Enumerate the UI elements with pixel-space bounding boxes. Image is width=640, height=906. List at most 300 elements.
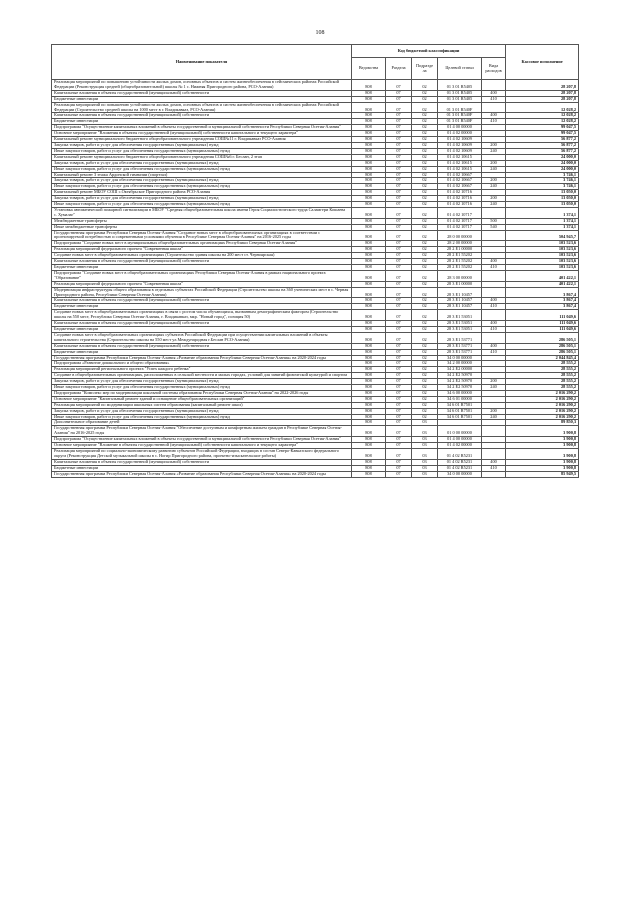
row-cst: 28 3 E1 53051 — [438, 326, 482, 332]
row-podr: 03 — [412, 420, 438, 426]
row-name: Подпрограмма "Осуществление капитальных вложений в объекты государственной и муниципальной собственности Республики Северная Осетия-Алания" — [52, 437, 352, 443]
row-sum: 28 555,2 — [506, 367, 579, 373]
row-podr: 03 — [412, 465, 438, 471]
row-ved: 808 — [352, 471, 386, 477]
row-vr: 410 — [482, 304, 506, 310]
row-podr: 03 — [412, 471, 438, 477]
row-cst: 34 6 01 00000 — [438, 396, 482, 402]
row-name: Модернизация инфраструктуры общего образования в отдельных субъектах Российской Федерации (Строительство школы на 360 ученических мест в с. Черная Пригородного района, Республики Северная Осетия-Алания) — [52, 287, 352, 298]
row-cst: 01 4 02 10615 — [438, 154, 482, 160]
row-podr: 02 — [412, 355, 438, 361]
row-sum: 2 016 290,2 — [506, 408, 579, 414]
row-ved: 808 — [352, 426, 386, 437]
row-ved: 808 — [352, 142, 386, 148]
row-name: Капитальные вложения в объекты государственной (муниципальной) собственности — [52, 259, 352, 265]
table-row — [52, 102, 579, 113]
row-cst: 34 2 00 00000 — [438, 361, 482, 367]
row-cst: 28 2 E1 55202 — [438, 265, 482, 271]
row-cst: 01 4 02 10717 — [438, 218, 482, 224]
row-sum: 401 422,1 — [506, 281, 579, 287]
row-razd: 07 — [386, 443, 412, 449]
row-name: Реализация мероприятий федерального проекта "Современная школа" — [52, 281, 352, 287]
row-vr — [482, 426, 506, 437]
row-razd: 07 — [386, 102, 412, 113]
row-sum: 99 047,5 — [506, 131, 579, 137]
row-ved: 808 — [352, 385, 386, 391]
row-podr: 02 — [412, 332, 438, 343]
row-razd: 07 — [386, 190, 412, 196]
row-razd: 07 — [386, 96, 412, 102]
row-ved: 808 — [352, 402, 386, 408]
row-name: Капитальные вложения в объекты государственной (муниципальной) собственности — [52, 113, 352, 119]
row-podr: 02 — [412, 270, 438, 281]
row-sum: 286 505,1 — [506, 349, 579, 355]
row-sum: 28 207,8 — [506, 90, 579, 96]
row-ved: 808 — [352, 196, 386, 202]
row-cst: 28 0 00 00000 — [438, 230, 482, 241]
row-name: Реализация мероприятий по повышению устойчивости жилых домов, основных объектов и систем жизнеобеспечения в сейсмических районах Российской Федерации (Реконструкция средней (общеобразовательной) школы № 1 с. Нижняя Пригородного района, РСО-Алания) — [52, 80, 352, 91]
row-cst: 01 4 02 10717 — [438, 224, 482, 230]
row-name: Реализация мероприятий федерального проекта "Современная школа" — [52, 247, 352, 253]
row-ved: 808 — [352, 396, 386, 402]
row-name: Подпрограмма "Осуществление капитальных вложений в объекты государственной и муниципальной собственности Республики Северная Осетия-Алания" — [52, 125, 352, 131]
row-name: Подпрограмма «Развитие дошкольного и общего образования» — [52, 361, 352, 367]
row-cst: 28 3 E1 10457 — [438, 287, 482, 298]
table-row — [52, 332, 579, 343]
row-cst: 34 6 01 R7501 — [438, 402, 482, 408]
row-vr: 240 — [482, 148, 506, 154]
row-ved: 808 — [352, 218, 386, 224]
row-vr — [482, 270, 506, 281]
row-name: Капитальный ремонт муниципального бюджетного общеобразовательного учреждения СОШ№6 г. Беслан, 2 этап — [52, 154, 352, 160]
row-cst: 01 4 02 00000 — [438, 443, 482, 449]
row-vr: 540 — [482, 224, 506, 230]
row-cst: 01 4 02 10716 — [438, 196, 482, 202]
table-row — [52, 471, 579, 477]
row-ved: 808 — [352, 131, 386, 137]
row-cst: 01 3 01 R5405 — [438, 80, 482, 91]
table-row — [52, 426, 579, 437]
row-cst: 01 4 02 R5231 — [438, 465, 482, 471]
row-vr — [482, 80, 506, 91]
row-ved: 808 — [352, 281, 386, 287]
row-ved: 808 — [352, 332, 386, 343]
row-name: Реализация мероприятий по повышению устойчивости жилых домов, основных объектов и систем жизнеобеспечения в сейсмических районах Российской Федерации (Строительство средней школы на 1000 мест в г. Владикавказ, РСО-Алания) — [52, 102, 352, 113]
row-name: Государственная программа Республики Северная Осетия-Алания "Создание новых мест в общеобразовательных организациях в соответствии с прогнозируемой потребностью и современными условиями обучения в Республике Северная Осетия-Алания" на 2016-2025 годы — [52, 230, 352, 241]
row-name: Иные закупки товаров, работ и услуг для обеспечения государственных (муниципальных) нужд — [52, 414, 352, 420]
row-cst: 01 4 02 10609 — [438, 142, 482, 148]
row-vr: 240 — [482, 184, 506, 190]
row-name: Закупка товаров, работ и услуг для обеспечения государственных (муниципальных) нужд — [52, 142, 352, 148]
header-col-razd: Раздела — [386, 58, 412, 80]
row-sum: 3 900,8 — [506, 426, 579, 437]
row-ved: 808 — [352, 379, 386, 385]
row-podr: 02 — [412, 90, 438, 96]
row-cst: 28 3 E1 53051 — [438, 321, 482, 327]
row-vr: 400 — [482, 343, 506, 349]
row-podr: 02 — [412, 379, 438, 385]
row-sum: 1 374,1 — [506, 224, 579, 230]
row-razd: 07 — [386, 390, 412, 396]
row-podr: 02 — [412, 102, 438, 113]
row-razd: 07 — [386, 207, 412, 218]
row-sum: 28 207,8 — [506, 96, 579, 102]
row-razd: 07 — [386, 184, 412, 190]
row-razd: 07 — [386, 373, 412, 379]
row-podr: 02 — [412, 207, 438, 218]
row-cst: 01 3 01 R5405 — [438, 90, 482, 96]
row-name: Создание новых мест в общеобразовательных организациях субъектов Российской Федерации при осуществлении капитальных вложений в объекты капитального строительства (Строительство школы на 550 мест ул.Международная г.Беслан РСО-Алания) — [52, 332, 352, 343]
row-name: Иные межбюджетные трансферты — [52, 224, 352, 230]
row-sum: 24 000,0 — [506, 160, 579, 166]
row-cst: 01 4 02 R5231 — [438, 459, 482, 465]
row-cst: 01 4 02 10716 — [438, 202, 482, 208]
row-cst: 28 2 00 00000 — [438, 241, 482, 247]
table-row — [52, 80, 579, 91]
row-podr: 03 — [412, 426, 438, 437]
row-ved: 808 — [352, 125, 386, 131]
table-row — [52, 207, 579, 218]
row-vr: 240 — [482, 202, 506, 208]
row-ved: 808 — [352, 241, 386, 247]
row-sum: 12 028,2 — [506, 113, 579, 119]
row-ved: 808 — [352, 247, 386, 253]
row-cst: 01 4 02 10667 — [438, 172, 482, 178]
row-cst: 34 6 01 R7501 — [438, 414, 482, 420]
row-name: Бюджетные инвестиции — [52, 465, 352, 471]
row-vr: 200 — [482, 160, 506, 166]
row-cst: 34 0 00 00000 — [438, 355, 482, 361]
row-podr: 02 — [412, 304, 438, 310]
row-sum: 2 044 845,4 — [506, 355, 579, 361]
row-razd: 07 — [386, 402, 412, 408]
row-razd: 07 — [386, 298, 412, 304]
row-cst: 34 0 00 00000 — [438, 471, 482, 477]
row-cst: 01 4 02 10615 — [438, 166, 482, 172]
row-cst: 34 2 E2 50970 — [438, 373, 482, 379]
row-razd: 07 — [386, 142, 412, 148]
row-vr — [482, 230, 506, 241]
row-razd: 07 — [386, 148, 412, 154]
row-name: Капитальный ремонт 3 этажа Ардонской гимназии (спортзал) — [52, 172, 352, 178]
page-number: 108 — [315, 30, 325, 36]
row-ved: 808 — [352, 96, 386, 102]
row-podr: 02 — [412, 259, 438, 265]
table-row — [52, 270, 579, 281]
row-name: Государственная программа Республики Северная Осетия-Алания «Развитие образования Республики Северная Осетия-Алания» на 2020-2024 годы — [52, 355, 352, 361]
row-razd: 07 — [386, 178, 412, 184]
row-name: Создание в общеобразовательных организациях, расположенных в сельской местности и малых городах, условий для занятий физической культурой и спортом — [52, 373, 352, 379]
row-name: Подпрограмма "Создание новых мест в общеобразовательных организациях Республики Северная Осетия-Алания в рамках национального проекта "Образование" — [52, 270, 352, 281]
row-ved: 808 — [352, 310, 386, 321]
row-ved: 808 — [352, 259, 386, 265]
row-sum: 504 945,7 — [506, 230, 579, 241]
row-sum: 12 028,2 — [506, 102, 579, 113]
row-ved: 808 — [352, 373, 386, 379]
row-name: Создание новых мест в общеобразовательных организациях в связи с ростом числа обучающихся, вызванным демографическим фактором (Строительство школы на 550 мест, Республика Северная Осетия-Алания, г. Владикавказ, мкр. "Новый город", позиция 50) — [52, 310, 352, 321]
table-row — [52, 449, 579, 460]
row-ved: 808 — [352, 154, 386, 160]
row-ved: 808 — [352, 355, 386, 361]
row-name: Основное мероприятие "Вложение в объекты государственной (муниципальной) собственности капитального и текущего характера" — [52, 443, 352, 449]
row-podr: 02 — [412, 137, 438, 143]
row-ved: 808 — [352, 343, 386, 349]
row-razd: 07 — [386, 426, 412, 437]
row-vr: 200 — [482, 408, 506, 414]
row-podr: 02 — [412, 131, 438, 137]
row-razd: 07 — [386, 218, 412, 224]
row-vr: 400 — [482, 259, 506, 265]
row-cst: 01 3 01 R540F — [438, 102, 482, 113]
row-name: Капитальный ремонт муниципального бюджетного общеобразовательного учреждения СОШ№11 г. Владикавказ РСО-Алания — [52, 137, 352, 143]
row-sum: 28 555,2 — [506, 361, 579, 367]
row-vr — [482, 310, 506, 321]
row-sum: 3 746,1 — [506, 172, 579, 178]
row-razd: 07 — [386, 321, 412, 327]
header-name: Наименование показателя — [52, 45, 352, 80]
row-name: Бюджетные инвестиции — [52, 265, 352, 271]
row-sum: 2 016 290,2 — [506, 414, 579, 420]
table-row — [52, 310, 579, 321]
row-vr: 240 — [482, 166, 506, 172]
row-cst: 28 3 E1 53771 — [438, 349, 482, 355]
row-ved: 808 — [352, 184, 386, 190]
row-cst: 01 4 02 10609 — [438, 148, 482, 154]
row-sum: 111 049,6 — [506, 321, 579, 327]
row-podr: 02 — [412, 196, 438, 202]
row-name: Капитальный ремонт МБОУ СОШ с.Октябрьское Пригородного района РСО-Алания — [52, 190, 352, 196]
row-sum: 3 746,1 — [506, 184, 579, 190]
row-podr: 02 — [412, 241, 438, 247]
row-razd: 07 — [386, 355, 412, 361]
row-podr: 03 — [412, 437, 438, 443]
row-podr: 02 — [412, 298, 438, 304]
row-sum: 24 000,0 — [506, 154, 579, 160]
row-podr: 02 — [412, 154, 438, 160]
row-sum: 1 374,1 — [506, 218, 579, 224]
row-ved: 808 — [352, 465, 386, 471]
row-name: Капитальные вложения в объекты государственной (муниципальной) собственности — [52, 321, 352, 327]
row-name: Межбюджетные трансферты — [52, 218, 352, 224]
row-podr: 02 — [412, 166, 438, 172]
row-ved: 808 — [352, 367, 386, 373]
row-podr: 02 — [412, 184, 438, 190]
row-sum: 3 900,8 — [506, 437, 579, 443]
row-podr: 02 — [412, 390, 438, 396]
row-vr: 400 — [482, 113, 506, 119]
row-sum: 28 555,2 — [506, 385, 579, 391]
row-podr: 02 — [412, 281, 438, 287]
row-ved: 808 — [352, 119, 386, 125]
row-razd: 07 — [386, 420, 412, 426]
row-podr: 02 — [412, 247, 438, 253]
row-podr: 02 — [412, 265, 438, 271]
row-podr: 02 — [412, 224, 438, 230]
row-razd: 07 — [386, 172, 412, 178]
row-vr — [482, 449, 506, 460]
row-cst: 28 2 E1 55202 — [438, 259, 482, 265]
row-razd: 07 — [386, 281, 412, 287]
row-sum: 28 555,2 — [506, 379, 579, 385]
row-vr: 410 — [482, 119, 506, 125]
row-vr: 410 — [482, 349, 506, 355]
row-ved: 808 — [352, 437, 386, 443]
row-name: Закупка товаров, работ и услуг для обеспечения государственных (муниципальных) нужд — [52, 196, 352, 202]
row-sum: 3 900,8 — [506, 443, 579, 449]
row-cst: 01 0 00 00000 — [438, 426, 482, 437]
row-sum: 56 877,2 — [506, 142, 579, 148]
row-cst: 01 4 02 10615 — [438, 160, 482, 166]
row-cst: 28 3 E1 53771 — [438, 332, 482, 343]
row-cst: 01 4 00 00000 — [438, 125, 482, 131]
row-vr — [482, 102, 506, 113]
row-vr: 400 — [482, 459, 506, 465]
row-podr: 02 — [412, 349, 438, 355]
row-name: Основное мероприятие "Вложения в объекты государственной (муниципальной) собственности капитального и текущего характера" — [52, 131, 352, 137]
row-sum: 89 850,3 — [506, 420, 579, 426]
row-sum: 103 523,6 — [506, 253, 579, 259]
row-podr: 02 — [412, 287, 438, 298]
row-sum: 13 050,0 — [506, 196, 579, 202]
row-razd: 07 — [386, 332, 412, 343]
row-ved: 808 — [352, 253, 386, 259]
row-podr: 02 — [412, 190, 438, 196]
row-sum: 2 016 290,2 — [506, 396, 579, 402]
row-vr: 410 — [482, 265, 506, 271]
row-name: Иные закупки товаров, работ и услуг для обеспечения государственных (муниципальных) нужд — [52, 166, 352, 172]
row-sum: 111 049,6 — [506, 310, 579, 321]
row-ved: 808 — [352, 265, 386, 271]
row-razd: 07 — [386, 160, 412, 166]
row-ved: 808 — [352, 408, 386, 414]
row-podr: 02 — [412, 402, 438, 408]
row-podr: 02 — [412, 396, 438, 402]
row-ved: 808 — [352, 90, 386, 96]
row-podr: 02 — [412, 80, 438, 91]
row-sum: 286 505,1 — [506, 343, 579, 349]
row-razd: 07 — [386, 408, 412, 414]
row-name: Иные закупки товаров, работ и услуг для обеспечения государственных (муниципальных) нужд — [52, 148, 352, 154]
row-sum: 103 523,6 — [506, 259, 579, 265]
row-sum: 13 050,0 — [506, 190, 579, 196]
row-sum: 2 016 290,2 — [506, 390, 579, 396]
row-ved: 808 — [352, 390, 386, 396]
row-name: Дополнительное образование детей — [52, 420, 352, 426]
row-podr: 02 — [412, 230, 438, 241]
row-cst: 01 4 02 10609 — [438, 137, 482, 143]
row-ved: 808 — [352, 160, 386, 166]
row-razd: 07 — [386, 90, 412, 96]
row-podr: 02 — [412, 113, 438, 119]
row-razd: 07 — [386, 196, 412, 202]
row-name: Закупка товаров, работ и услуг для обеспечения государственных (муниципальных) нужд — [52, 379, 352, 385]
row-podr: 02 — [412, 343, 438, 349]
header-sum: Кассовое исполнение — [506, 45, 579, 80]
row-razd: 07 — [386, 113, 412, 119]
row-name: Закупка товаров, работ и услуг для обеспечения государственных (муниципальных) нужд — [52, 178, 352, 184]
row-ved: 808 — [352, 80, 386, 91]
row-razd: 07 — [386, 310, 412, 321]
row-ved: 808 — [352, 321, 386, 327]
row-ved: 808 — [352, 202, 386, 208]
row-podr: 02 — [412, 310, 438, 321]
row-ved: 808 — [352, 443, 386, 449]
row-ved: 808 — [352, 287, 386, 298]
row-razd: 07 — [386, 414, 412, 420]
row-razd: 07 — [386, 224, 412, 230]
row-razd: 07 — [386, 265, 412, 271]
row-vr: 500 — [482, 218, 506, 224]
row-podr: 02 — [412, 361, 438, 367]
row-sum: 3 867,4 — [506, 304, 579, 310]
row-podr: 02 — [412, 218, 438, 224]
row-name: Бюджетные инвестиции — [52, 119, 352, 125]
row-cst: 01 3 01 R5405 — [438, 96, 482, 102]
budget-table — [51, 44, 579, 478]
row-cst: 01 4 02 R5231 — [438, 449, 482, 460]
row-podr: 02 — [412, 119, 438, 125]
row-name: Бюджетные инвестиции — [52, 326, 352, 332]
row-cst: 28 3 E1 53771 — [438, 343, 482, 349]
row-name: Бюджетные инвестиции — [52, 349, 352, 355]
row-razd: 07 — [386, 259, 412, 265]
row-ved: 808 — [352, 270, 386, 281]
row-sum: 111 049,6 — [506, 326, 579, 332]
header-col-cst: Целевой статьи — [438, 58, 482, 80]
row-sum: 3 900,8 — [506, 465, 579, 471]
row-razd: 07 — [386, 125, 412, 131]
row-name: Капитальные вложения в объекты государственной (муниципальной) собственности — [52, 298, 352, 304]
row-podr: 02 — [412, 414, 438, 420]
row-ved: 808 — [352, 298, 386, 304]
row-razd: 07 — [386, 247, 412, 253]
row-name: Капитальные вложения в объекты государственной (муниципальной) собственности — [52, 90, 352, 96]
header-col-podr: Подразде ла — [412, 58, 438, 80]
row-razd: 07 — [386, 241, 412, 247]
row-razd: 07 — [386, 253, 412, 259]
row-vr: 200 — [482, 379, 506, 385]
row-razd: 07 — [386, 349, 412, 355]
row-vr: 410 — [482, 465, 506, 471]
row-razd: 07 — [386, 230, 412, 241]
row-cst: 01 4 02 00000 — [438, 131, 482, 137]
row-cst: 28 3 E1 00000 — [438, 281, 482, 287]
row-cst: 28 3 E1 53051 — [438, 310, 482, 321]
row-name: Иные закупки товаров, работ и услуг для обеспечения государственных (муниципальных) нужд — [52, 202, 352, 208]
row-cst: 34 6 01 R7501 — [438, 408, 482, 414]
row-razd: 07 — [386, 459, 412, 465]
row-razd: 07 — [386, 471, 412, 477]
row-ved: 808 — [352, 230, 386, 241]
row-razd: 07 — [386, 326, 412, 332]
row-vr — [482, 287, 506, 298]
table-row — [52, 230, 579, 241]
row-cst: 01 4 02 10667 — [438, 178, 482, 184]
row-razd: 07 — [386, 367, 412, 373]
row-razd: 07 — [386, 361, 412, 367]
row-podr: 02 — [412, 408, 438, 414]
row-ved: 808 — [352, 224, 386, 230]
row-cst: 01 3 01 R540F — [438, 119, 482, 125]
row-podr: 02 — [412, 125, 438, 131]
row-podr: 02 — [412, 96, 438, 102]
row-cst: 28 2 E1 55202 — [438, 253, 482, 259]
row-cst: 01 4 02 10717 — [438, 207, 482, 218]
row-sum: 103 523,6 — [506, 265, 579, 271]
row-razd: 07 — [386, 202, 412, 208]
row-vr — [482, 207, 506, 218]
row-sum: 3 900,8 — [506, 449, 579, 460]
